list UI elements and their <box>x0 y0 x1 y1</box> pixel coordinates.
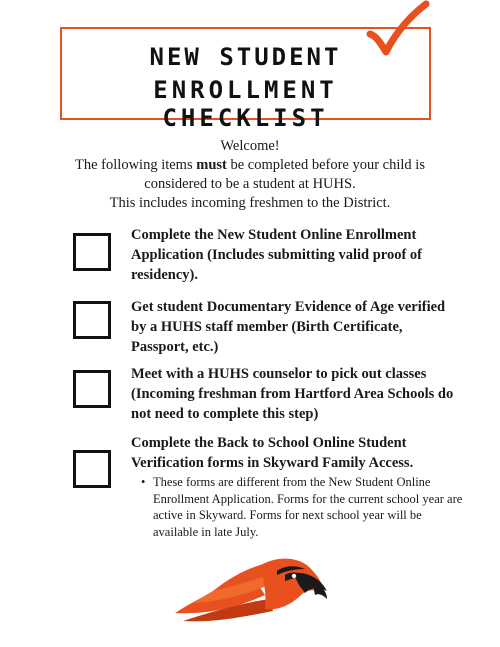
hawk-logo <box>173 555 329 625</box>
intro-line-1: The following items must be completed before your child is <box>75 157 425 173</box>
checkbox[interactable] <box>73 370 111 408</box>
checkbox[interactable] <box>73 233 111 271</box>
checkbox[interactable] <box>73 301 111 339</box>
intro-line-2: considered to be a student at HUHS. <box>144 176 356 192</box>
bullet-item: • These forms are different from the New Student Online Enrollment Application. Forms for the current school year are active in Skyward. Forms for next school year will be available in late July. <box>153 474 468 540</box>
checklist-item-text: Complete the Back to School Online Student Verification forms in Skyward Family Access. <box>131 435 414 471</box>
checklist-item-text: Meet with a HUHS counselor to pick out classes (Incoming freshman from Hartford Area Schools do not need to complete this step) <box>131 366 454 422</box>
emphasis-must: must <box>196 157 227 173</box>
title-line-1: NEW STUDENT <box>149 43 342 71</box>
bullet-list <box>153 474 468 540</box>
checklist-item-text: Complete the New Student Online Enrollment Application (Includes submitting valid proof of residency). <box>131 227 422 283</box>
intro-text <box>40 137 460 213</box>
checklist-item-text: Get student Documentary Evidence of Age verified by a HUHS staff member (Birth Certificate, Passport, etc.) <box>131 299 446 355</box>
welcome-text: Welcome! <box>220 138 280 154</box>
check-mark-icon <box>362 0 432 64</box>
intro-line-3: This includes incoming freshmen to the District. <box>109 195 391 211</box>
title-line-2: ENROLLMENT CHECKLIST <box>153 76 338 132</box>
checkbox[interactable] <box>73 450 111 488</box>
